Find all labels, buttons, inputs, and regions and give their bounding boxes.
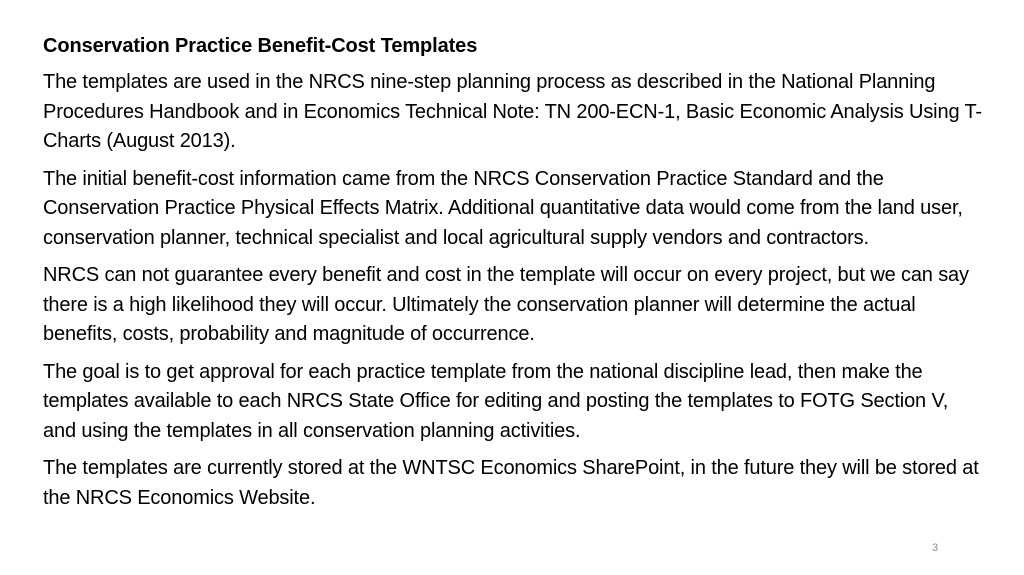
paragraph-approval-goal: The goal is to get approval for each practice template from the national discipline lead, then make the templates available to each NRCS State Office for editing and posting the templates to FOTG Section V, and using the templates in all conservation planning activities. (43, 360, 949, 442)
paragraph-guarantee-disclaimer: NRCS can not guarantee every benefit and cost in the template will occur on every project, but we can say there is a high likelihood they will occur. Ultimately the conservation planner will determine the actual benefits, costs, probability and magnitude of occurrence. (43, 264, 969, 345)
page-number: 3 (932, 542, 939, 554)
slide-content (43, 32, 983, 521)
paragraph-storage-location: The templates are currently stored at the WNTSC Economics SharePoint, in the future they will be stored at the NRCS Economics Website. (43, 457, 979, 509)
paragraph-benefit-cost-source: The initial benefit-cost information came from the NRCS Conservation Practice Standard and the Conservation Practice Physical Effects Matrix. Additional quantitative data would come from the land user, conservation planner, technical specialist and local agricultural supply vendors and contractors. (43, 167, 963, 249)
paragraph-planning-process: The templates are used in the NRCS nine-step planning process as described in the National Planning Procedures Handbook and in Economics Technical Note: TN 200-ECN-1, Basic Economic Analysis Using T-Charts (August 2013). (43, 71, 982, 152)
slide-title: Conservation Practice Benefit-Cost Templates (43, 35, 478, 57)
